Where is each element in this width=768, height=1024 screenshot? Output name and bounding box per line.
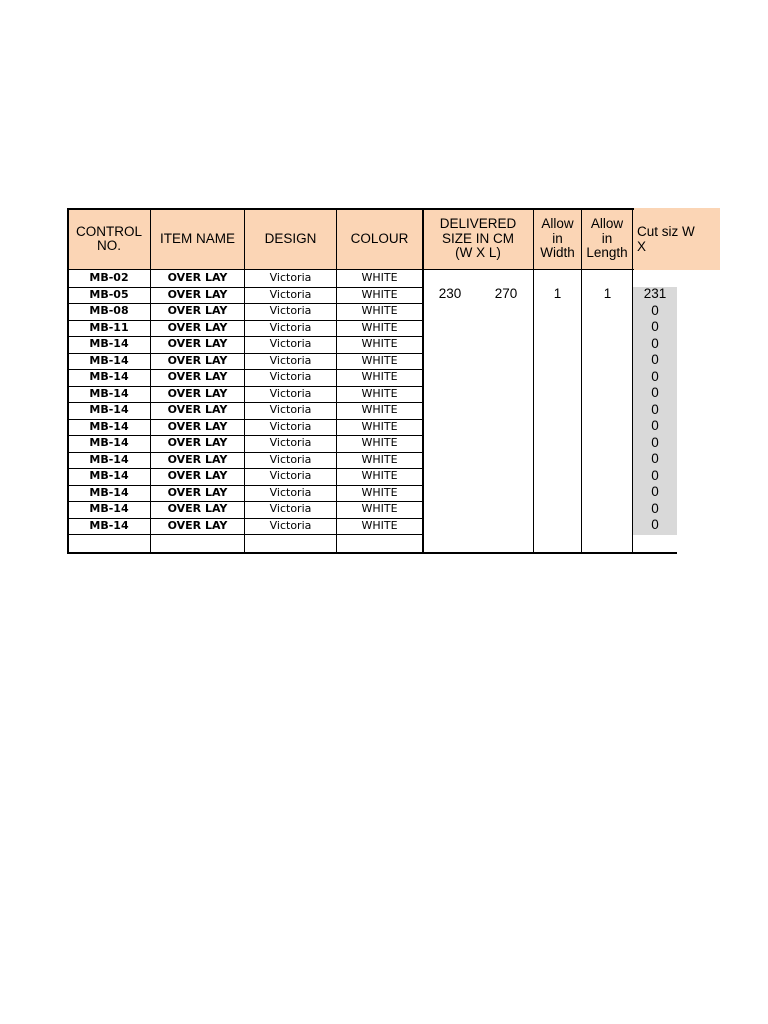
cell-control-no: MB-14	[89, 469, 129, 482]
cell-colour: WHITE	[361, 436, 398, 449]
cell-design: Victoria	[269, 337, 312, 350]
grid-vertical-line	[533, 208, 534, 553]
grid-horizontal-line	[67, 208, 634, 210]
cell-item-name: OVER LAY	[167, 436, 228, 449]
cell-control-no: MB-14	[89, 337, 129, 350]
cut-size-value: 0	[651, 302, 659, 318]
cell-design: Victoria	[269, 304, 312, 317]
cell-design: Victoria	[269, 419, 312, 433]
grid-horizontal-line	[67, 386, 422, 387]
cell-design: Victoria	[269, 386, 312, 400]
header-allow-length	[582, 208, 632, 270]
grid-vertical-line	[632, 208, 633, 553]
header-allow-width-label: Allow in Width	[540, 216, 575, 261]
cell-item-name: OVER LAY	[167, 452, 228, 466]
grid-horizontal-line	[67, 336, 422, 337]
cell-control-no: MB-02	[89, 271, 129, 284]
cell-control-no: MB-14	[89, 452, 129, 466]
cell-colour: WHITE	[361, 452, 398, 466]
cell-item-name: OVER LAY	[167, 287, 228, 301]
cell-colour: WHITE	[361, 502, 398, 515]
cell-colour: WHITE	[361, 320, 398, 334]
cut-size-value: 0	[651, 319, 659, 334]
grid-horizontal-line	[67, 468, 422, 469]
cell-colour: WHITE	[361, 386, 398, 400]
header-colour-label: COLOUR	[350, 230, 409, 246]
grid-vertical-line	[67, 208, 69, 554]
cell-item-name: OVER LAY	[167, 304, 228, 317]
cell-colour: WHITE	[361, 304, 398, 317]
cell-item-name: OVER LAY	[167, 419, 228, 433]
allow-width-value: 1	[553, 286, 562, 301]
cell-design: Victoria	[269, 436, 312, 449]
cut-size-value: 0	[651, 401, 659, 417]
cell-item-name: OVER LAY	[167, 386, 228, 400]
cell-item-name: OVER LAY	[167, 353, 228, 367]
cell-item-name: OVER LAY	[167, 469, 228, 482]
cell-design: Victoria	[269, 370, 312, 383]
cell-control-no: MB-08	[89, 304, 129, 317]
cut-size-value: 0	[651, 385, 659, 400]
cell-control-no: MB-14	[89, 485, 129, 499]
header-design	[245, 208, 336, 270]
cell-design: Victoria	[269, 502, 312, 515]
cell-control-no: MB-14	[89, 436, 129, 449]
cell-control-no: MB-14	[89, 502, 129, 515]
cut-size-value: 0	[651, 434, 659, 450]
cut-size-value: 0	[651, 451, 659, 466]
header-control-no-label: CONTROL NO.	[75, 223, 142, 253]
cell-design: Victoria	[269, 287, 312, 301]
cell-design: Victoria	[269, 518, 312, 532]
cell-control-no: MB-11	[89, 320, 129, 334]
cell-control-no: MB-14	[89, 386, 129, 400]
cell-item-name: OVER LAY	[167, 485, 228, 499]
cell-item-name: OVER LAY	[167, 320, 228, 334]
grid-horizontal-line	[67, 435, 422, 436]
cell-design: Victoria	[269, 353, 312, 367]
cut-size-value: 0	[651, 467, 659, 483]
cell-colour: WHITE	[361, 271, 398, 284]
cell-control-no: MB-14	[89, 403, 129, 416]
cell-colour: WHITE	[361, 485, 398, 499]
cell-design: Victoria	[269, 271, 312, 284]
cell-colour: WHITE	[361, 403, 398, 416]
grid-horizontal-line	[67, 353, 422, 354]
header-control-no	[68, 208, 150, 270]
grid-horizontal-line	[67, 369, 422, 370]
grid-vertical-line	[422, 208, 424, 553]
allow-length-value: 1	[603, 286, 612, 301]
grid-horizontal-line	[67, 269, 634, 270]
cell-colour: WHITE	[361, 287, 398, 301]
cut-size-value: 0	[651, 500, 659, 516]
cell-colour: WHITE	[361, 370, 398, 383]
grid-horizontal-line	[67, 320, 422, 321]
header-cut-size-label: Cut siz W X	[637, 224, 695, 254]
cell-colour: WHITE	[361, 337, 398, 350]
grid-vertical-line	[581, 208, 582, 553]
cell-colour: WHITE	[361, 419, 398, 433]
cell-control-no: MB-14	[89, 419, 129, 433]
header-colour	[337, 208, 422, 270]
grid-horizontal-line	[67, 452, 422, 453]
cell-colour: WHITE	[361, 353, 398, 367]
cell-item-name: OVER LAY	[167, 271, 228, 284]
header-design-label: DESIGN	[264, 230, 317, 246]
cell-control-no: MB-05	[89, 287, 129, 301]
cell-control-no: MB-14	[89, 353, 129, 367]
grid-horizontal-line	[67, 402, 422, 403]
cell-item-name: OVER LAY	[167, 337, 228, 350]
cut-size-value: 0	[651, 484, 659, 499]
cut-size-value: 0	[651, 517, 659, 532]
header-item-name-label: ITEM NAME	[159, 230, 235, 246]
header-cut-size	[633, 208, 720, 270]
cut-size-value: 0	[651, 335, 659, 351]
grid-horizontal-line	[67, 518, 422, 519]
grid-horizontal-line	[67, 419, 422, 420]
cut-size-value: 0	[651, 368, 659, 384]
header-item-name	[151, 208, 244, 270]
grid-horizontal-line	[67, 287, 422, 288]
cell-item-name: OVER LAY	[167, 518, 228, 532]
cell-item-name: OVER LAY	[167, 403, 228, 416]
delivered-width: 230	[438, 286, 462, 301]
cut-size-value: 0	[651, 418, 659, 433]
cell-item-name: OVER LAY	[167, 370, 228, 383]
cut-size-value: 231	[643, 286, 667, 301]
cell-design: Victoria	[269, 469, 312, 482]
grid-horizontal-line	[67, 552, 677, 554]
cell-colour: WHITE	[361, 518, 398, 532]
cell-design: Victoria	[269, 485, 312, 499]
header-allow-width	[534, 208, 581, 270]
grid-horizontal-line	[67, 303, 422, 304]
grid-horizontal-line	[67, 485, 422, 486]
cell-design: Victoria	[269, 320, 312, 334]
cell-control-no: MB-14	[89, 518, 129, 532]
cell-design: Victoria	[269, 452, 312, 466]
delivered-length: 270	[494, 286, 518, 301]
header-delivered-size-label: DELIVERED SIZE IN CM (W X L)	[439, 216, 517, 261]
grid-horizontal-line	[67, 501, 422, 502]
cell-item-name: OVER LAY	[167, 502, 228, 515]
header-allow-length-label: Allow in Length	[586, 216, 628, 261]
cell-control-no: MB-14	[89, 370, 129, 383]
cell-design: Victoria	[269, 403, 312, 416]
grid-horizontal-line	[67, 534, 422, 535]
cut-size-value: 0	[651, 352, 659, 367]
cell-colour: WHITE	[361, 469, 398, 482]
header-delivered-size	[423, 208, 533, 270]
